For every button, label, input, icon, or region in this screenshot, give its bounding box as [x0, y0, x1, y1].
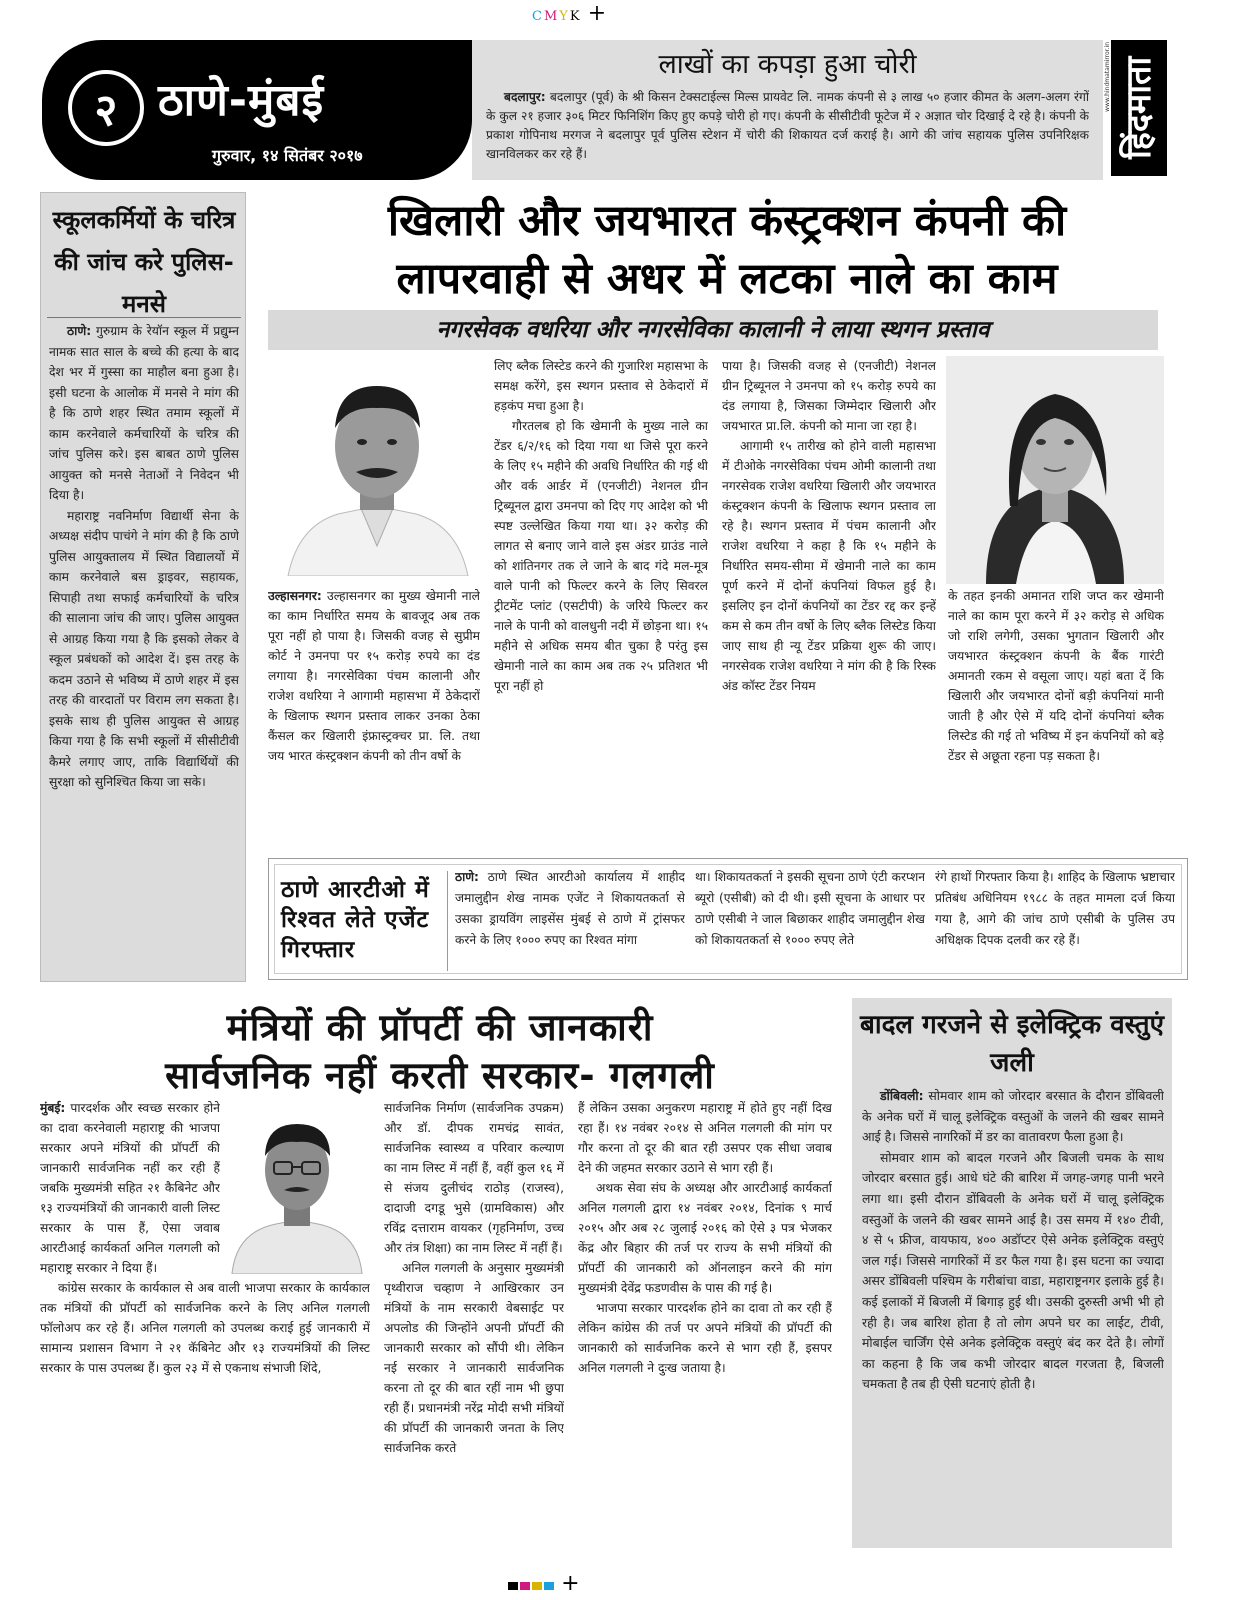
thunder-story — [852, 998, 1172, 1548]
dateline: बदलापुर: — [504, 90, 546, 104]
main-subheadline: नगरसेवक वधरिया और नगरसेविका कालानी ने लाया स्थगन प्रस्ताव — [268, 310, 1158, 350]
issue-date: गुरुवार, १४ सितंबर २०१७ — [212, 146, 363, 165]
brand-name: हिंदमाता — [1111, 40, 1167, 176]
dateline: मुंबई: — [40, 1101, 66, 1115]
page-number: २ — [68, 70, 144, 146]
cmyk-registration-mark: CMYK + — [532, 1, 609, 26]
rto-story-col-3: रंगे हाथों गिरफ्तार किया है। शाहिद के खिलाफ भ्रष्टाचार प्रतिबंध अधिनियम १९८८ के तहत मामला दर्ज किया गया है, आगे की जांच ठाणे एसीबी के पुलिस उप अधिक्षक दिपक दलवी कर रहे हैं। — [935, 870, 1175, 947]
main-headline: खिलारी और जयभारत कंस्ट्रक्शन कंपनी की लापरवाही से अधर में लटका नाले का काम — [387, 196, 1067, 304]
photo-anil-galgali — [226, 1102, 368, 1274]
top-story-headline: लाखों का कपड़ा हुआ चोरी — [658, 49, 917, 80]
magenta-swatch — [520, 1582, 530, 1590]
brand-logo — [1103, 36, 1175, 180]
brand-url: www.hindmatamirror.in — [1104, 42, 1111, 112]
sidebar-story-headline: स्कूलकर्मियों के चरित्र की जांच करे पुलिस- मनसे — [52, 206, 236, 318]
crosshair-icon: + — [561, 1571, 580, 1596]
top-story — [472, 40, 1103, 180]
rto-story-headline: ठाणे आरटीओ में रिश्वत लेते एजेंट गिरफ्तार — [281, 877, 430, 963]
rto-story-col-2: था। शिकायतकर्ता ने इसकी सूचना ठाणे एंटी करप्शन ब्यूरो (एसीबी) को दी थी। इसी सूचना के आधार पर ठाणे एसीबी ने जाल बिछाकर शाहीद जमालुद्दीन शेख को शिकायतकर्ता से १००० रुपए लेते — [695, 870, 925, 947]
portrait-man-image — [268, 356, 486, 576]
minister-story-col-1a: मुंबई: पारदर्शक और स्वच्छ सरकार होने का दावा करनेवाली महाराष्ट्र की भाजपा सरकार अपने मंत्रियों की प्रॉपर्टी की जानकारी सार्वजनिक नहीं कर रही हैं जबकि मुख्यमंत्री सहित २१ कैबिनेट और १३ राज्यमंत्रियों की जानकारी वाली लिस्ट सरकार के पास हैं, ऐसा जवाब आरटीआई कार्यकर्ता अनिल गलगली को महाराष्ट्र सरकार ने दिया हैं। — [40, 1101, 220, 1275]
rto-story-col-1: ठाणे: ठाणे स्थित आरटीओ कार्यालय में शाहीद जमालुद्दीन शेख नामक एजेंट ने शिकायतकर्ता से उसका ड्रायविंग लाइसेंस मुंबई से ठाणे में ट्रांसफर करने के लिए १००० रुपए का रिश्वत मांगा — [455, 870, 685, 947]
main-story-col-4: के तहत इनकी अमानत राशि जप्त कर खेमानी नाले का काम पूरा करने में ३२ करोड़ से अधिक जो राशि लगेगी, उसका भुगतान खिलारी और जयभारत कंस्ट्रक्शन कंपनी के बैंक गारंटी अमानती रकम से वसूला जाए। यहां बता दें कि खिलारी और जयभारत दोनों बड़ी कंपनियां मानी जाती है और ऐसे में यदि दोनों कंपनियां ब्लैक लिस्टेड की गई तो भविष्य में इन कंपनियों को बड़े टेंडर से अछूता रहना पड़ सकता है। — [948, 589, 1164, 763]
yellow-swatch — [532, 1582, 542, 1590]
minister-story-col-2: सार्वजनिक निर्माण (सार्वजनिक उपक्रम) और डॉ. दीपक रामचंद्र सावंत, सार्वजनिक स्वास्थ्य व परिवार कल्याण का नाम लिस्ट में नहीं हैं, वहीं कुल १६ में से संजय दुलीचंद राठोड़ (राजस्व), दादाजी दगडू भुसे (ग्रामविकास) और रविंद्र दत्ताराम वायकर (गृहनिर्माण, उच्च और तंत्र शिक्षा) का नाम लिस्ट में नहीं हैं। अनिल गलगली के अनुसार मुख्यमंत्री पृथ्वीराज चव्हाण ने आखिरकार उन मंत्रियों के नाम सरकारी वेबसाईट पर अपलोड की जिन्होंने अपनी प्रॉपर्टी की जानकारी सरकार को सौंपी थी। लेकिन नई सरकार ने जानकारी सार्वजनिक करना तो दूर की बात रहीं नाम भी छुपा रही हैं। प्रधानमंत्री नरेंद्र मोदी सभी मंत्रियों की प्रॉपर्टी की जानकारी जनता के लिए सार्वजनिक करते — [384, 1101, 564, 1455]
minister-story-col-3: हैं लेकिन उसका अनुकरण महाराष्ट्र में होते हुए नहीं दिख रहा हैं। १४ नवंबर २०१४ से अनिल गलगली की मांग पर गौर करना तो दूर की बात रही उसपर एक सीधा जवाब देने की जहमत सरकार उठाने से भाग रही हैं। अथक सेवा संघ के अध्यक्ष और आरटीआई कार्यकर्ता अनिल गलगली द्वारा १४ नवंबर २०१४, दिनांक ९ मार्च २०१५ और अब २८ जुलाई २०१६ को ऐसे ३ पत्र भेजकर केंद्र और बिहार की तर्ज पर राज्य के सभी मंत्रियों की प्रॉपर्टी की जानकारी को ऑनलाइन करने की मांग मुख्यमंत्री देवेंद्र फडणवीस के पास की गई है। भाजपा सरकार पारदर्शक होने का दावा तो कर रही हैं लेकिन कांग्रेस की तर्ज पर अपने मंत्रियों की प्रॉपर्टी की जानकारी को सार्वजनिक करने से भाग रही हैं, इसपर अनिल गलगली ने दुःख जताया है। — [578, 1101, 832, 1375]
masthead — [42, 40, 472, 180]
dateline: डोंबिवली: — [880, 1088, 924, 1103]
sidebar-story-body: ठाणे: गुरुग्राम के रेयॉन स्कूल में प्रद्युम्न नामक सात साल के बच्चे की हत्या के बाद देश भर में गुस्सा का माहौल बना हुआ है। इसी घटना के आलोक में मनसे ने मांग की है कि ठाणे शहर स्थित तमाम स्कूलों में काम करनेवाले कर्मचारियों के चरित्र की जांच पुलिस करे। इस बाबत ठाणे पुलिस आयुक्त को मनसे नेताओं ने निवेदन भी दिया है। महाराष्ट्र नवनिर्माण विद्यार्थी सेना के अध्यक्ष संदीप पाचंगे ने मांग की है कि ठाणे पुलिस आयुक्तालय में स्थित विद्यालयों में काम करनेवाले बस ड्राइवर, सहायक, सिपाही तथा सफाई कर्मचारियों के चरित्र की सालाना जांच की जाए। पुलिस आयुक्त से आग्रह किया गया है कि इसको लेकर वे स्कूल प्रबंधकों को आदेश दें। इस तरह के कदम उठाने से भविष्य में ठाणे शहर में इस तरह की वारदातों पर विराम लग सकता है। इसके साथ ही पुलिस आयुक्त से आग्रह किया गया है कि सभी स्कूलों में सीसीटीवी कैमरे लगाए जाए, ताकि विद्यार्थियों की सुरक्षा को सुनिश्चित किया जा सके। — [49, 324, 239, 789]
sidebar-story — [40, 192, 246, 982]
main-story-col-3: पाया है। जिसकी वजह से (एनजीटी) नेशनल ग्रीन ट्रिब्यूनल ने उमनपा को १५ करोड़ रुपये का दंड लगाया है, जिसका जिम्मेदार खिलारी और जयभारत प्रा.लि. कंपनी को माना जा रहा है। आगामी १५ तारीख को होने वाली महासभा में टीओके नगरसेविका पंचम ओमी कालानी तथा नगरसेवक राजेश वधरिया खिलारी और जयभारत कंस्ट्रक्शन कंपनी के खिलाफ स्थगन प्रस्ताव ला रहे है। स्थगन प्रस्ताव में पंचम कालानी और राजेश वधरिया ने कहा है कि १५ महीने के निर्धारित समय-सीमा में खेमानी नाले का काम पूर्ण करने में दोनों कंपनियां विफल हुई है। इसलिए इन दोनों कंपनियों का टेंडर रद्द कर इन्हें कम से कम तीन वर्षो के लिए ब्लैक लिस्टेड किया जाए साथ ही न्यू टेंडर प्रक्रिया शुरू की जाए। नगरसेवक राजेश वधरिया ने मांग की है कि रिस्क अंड कॉस्ट टेंडर नियम — [722, 359, 936, 693]
portrait-activist-image — [226, 1102, 368, 1274]
black-swatch — [508, 1582, 518, 1590]
dateline: उल्हासनगर: — [268, 589, 322, 603]
crosshair-icon: + — [587, 1, 609, 26]
minister-story-col-1b: कांग्रेस सरकार के कार्यकाल से अब वाली भाजपा सरकार के कार्यकाल तक मंत्रियों की प्रॉपर्टी को सार्वजनिक करने के लिए अनिल गलगली फॉलोअप कर रहे हैं। अनिल गलगली को उपलब्ध कराई हुई जानकारी में सामान्य प्रशासन विभाग ने २१ कॅबिनेट और १३ राज्यमंत्रियों की लिस्ट सरकार के पास उपलब्ध हैं। कुल २३ में से एकनाथ संभाजी शिंदे, — [40, 1281, 370, 1375]
thunder-story-headline: बादल गरजने से इलेक्ट्रिक वस्तुएं जली — [860, 1010, 1164, 1078]
main-story-col-2: लिए ब्लैक लिस्टेड करने की गुजारिश महासभा के समक्ष करेंगे, इस स्थगन प्रस्ताव से ठेकेदारों में हड़कंप मचा हुआ है। गौरतलब हो कि खेमानी के मुख्य नाले का टेंडर ६/२/१६ को दिया गया था जिसे पूरा करने के लिए १५ महीने की अवधि निर्धारित की गई थी और वर्क आर्डर में (एनजीटी) नेशनल ग्रीन ट्रिब्यूनल द्वारा उमनपा को दिए गए आदेश को भी स्पष्ट उल्लेखित किया गया था। ३२ करोड़ की लागत से बनाए जाने वाले इस अंडर ग्राउंड नाले को शांतिनगर तक ले जाने के बाद गंदे मल-मूत्र वाले पानी को फिल्टर करने के लिए सिवरल ट्रीटमेंट प्लांट (एसटीपी) के जरिये फिल्टर कर नाले के पानी को वालधुनी नदी में छोड़ना था। १५ महीने से अधिक समय बीत चुका है परंतु इस खेमानी नाले का काम अब तक २५ प्रतिशत भी पूरा नहीं हो — [494, 359, 708, 693]
color-bar — [508, 1571, 580, 1596]
minister-story-headline: मंत्रियों की प्रॉपर्टी की जानकारी सार्वजनिक नहीं करती सरकार- गलगली — [165, 1006, 715, 1097]
divider — [47, 317, 241, 318]
photo-councillor — [268, 356, 486, 576]
divider — [447, 871, 448, 971]
top-story-body: बदलापुर: बदलापुर (पूर्व) के श्री किसन टेक्सटाईल्स मिल्स प्रायवेट लि. नामक कंपनी से ३ लाख ५० हजार कीमत के अलग-अलग रंगों के कुल २१ हजार ३०६ मिटर फिनिशिंग किए हुए कपड़े चोरी हो गए। कंपनी के सीसीटीवी फूटेज में २ अज्ञात चोर दिखाई दे रहे है। कंपनी के प्रकाश गोपिनाथ मरगज ने बदलापुर पूर्व पुलिस स्टेशन में चोरी की शिकायत दर्ज कराई है। आगे की जांच सहायक पुलिस उपनिरिक्षक खानविलकर कर रहे हैं। — [486, 90, 1089, 161]
portrait-woman-image — [946, 356, 1164, 584]
photo-corporator — [946, 356, 1164, 584]
cyan-swatch — [544, 1582, 554, 1590]
section-title: ठाणे-मुंबई — [158, 75, 325, 126]
dateline: ठाणे: — [67, 324, 92, 338]
main-story-col-1: उल्हासनगर: उल्हासनगर का मुख्य खेमानी नाले का काम निर्धारित समय के बावजूद अब तक पूरा नहीं हो पाया है। जिसकी वजह से सुप्रीम कोर्ट ने उमनपा पर १५ करोड़ रुपये का दंड लगाया है। नगरसेविका पंचम कालानी और राजेश वधरिया ने आगामी महासभा में ठेकेदारों के खिलाफ स्थगन प्रस्ताव लाकर उनका ठेका कैंसल कर खिलारी इंफ्रास्ट्रक्चर प्रा. लि. तथा जय भारत कंस्ट्रक्शन कंपनी को तीन वर्षो के — [268, 589, 480, 763]
dateline: ठाणे: — [455, 870, 479, 884]
rto-story — [268, 858, 1188, 980]
thunder-story-body: डोंबिवली: सोमवार शाम को जोरदार बरसात के दौरान डोंबिवली के अनेक घरों में चालू इलेक्ट्रिक वस्तुओं के जलने की खबर सामने आई है। जिससे नागरिकों में डर का वातावरण फैला हुआ है। सोमवार शाम को बादल गरजने और बिजली चमक के साथ जोरदार बरसात हुई। आधे घंटे की बारिश में जगह-जगह पानी भरने लगा था। इसी दौरान डोंबिवली के अनेक घरों में चालू इलेक्ट्रिक वस्तुओं के जलने की खबर सामने आई है। उस समय में १४० टीवी, ४ से ५ फ्रीज, वायफाय, ४०० अडॉप्टर ऐसे अनेक इलेक्ट्रिक वस्तुएं जल गई। जिससे नागरिकों में डर फैल गया है। इस घटना का ज्यादा असर डोंबिवली पश्चिम के गरीबांचा वाडा, महाराष्ट्रनगर इलाके हुई है। कई इलाकों में बिजली में बिगाड़ हुई थी। उसकी दुरुस्ती अभी भी हो रही है। जब बारिश होता है तो लोग अपने घर का लाईट, टीवी, मोबाईल चार्जिंग ऐसे अनेक इलेक्ट्रिक वस्तुएं बंद कर देते है। लोगों का कहना है कि जब कभी जोरदार बादल गरजता है, बिजली चमकता है तब ही ऐसी घटनाएं होती है। — [862, 1088, 1164, 1392]
